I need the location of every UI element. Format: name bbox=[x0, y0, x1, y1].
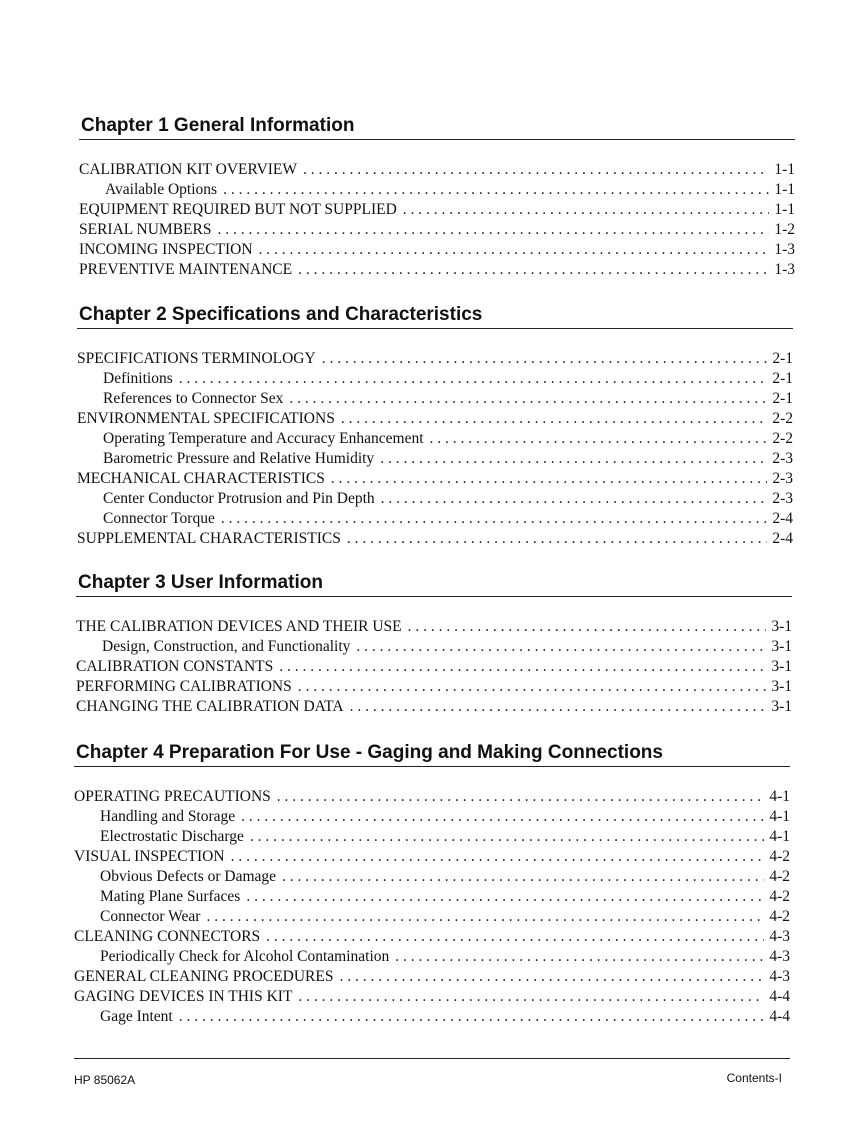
dot-leader bbox=[403, 200, 769, 220]
dot-leader bbox=[179, 1007, 764, 1027]
dot-leader bbox=[241, 807, 764, 827]
toc-entry-label: Available Options bbox=[105, 181, 218, 198]
dot-leader bbox=[381, 489, 767, 509]
toc-entry[interactable] bbox=[74, 887, 790, 907]
chapter-2-title: Chapter 2 Specifications and Characteristics bbox=[77, 302, 793, 329]
toc-entry-label: Electrostatic Discharge bbox=[100, 828, 244, 845]
toc-entry-label: Mating Plane Surfaces bbox=[100, 888, 241, 905]
toc-entry-label: Periodically Check for Alcohol Contamination bbox=[100, 948, 390, 965]
toc-entry[interactable] bbox=[77, 489, 793, 509]
toc-entry-page: 3-1 bbox=[771, 638, 792, 655]
toc-entry-label: ENVIRONMENTAL SPECIFICATIONS bbox=[77, 410, 335, 427]
toc-entry[interactable] bbox=[76, 617, 792, 637]
toc-entry-label: Gage Intent bbox=[100, 1008, 173, 1025]
toc-entry-page: 4-3 bbox=[769, 948, 790, 965]
dot-leader bbox=[231, 847, 764, 867]
dot-leader bbox=[250, 827, 764, 847]
toc-entry-page: 2-4 bbox=[772, 530, 793, 547]
dot-leader bbox=[298, 987, 764, 1007]
chapter-2-section bbox=[77, 302, 793, 549]
toc-entry[interactable] bbox=[77, 389, 793, 409]
toc-entry-page: 4-3 bbox=[769, 928, 790, 945]
toc-entry[interactable] bbox=[74, 807, 790, 827]
dot-leader bbox=[430, 429, 767, 449]
toc-entry-label: Definitions bbox=[103, 370, 173, 387]
toc-entry-label: EQUIPMENT REQUIRED BUT NOT SUPPLIED bbox=[79, 201, 397, 218]
dot-leader bbox=[341, 409, 767, 429]
toc-entry-page: 4-4 bbox=[769, 988, 790, 1005]
chapter-1-entries bbox=[79, 160, 795, 280]
toc-entry-label: CLEANING CONNECTORS bbox=[74, 928, 261, 945]
dot-leader bbox=[322, 349, 767, 369]
toc-entry-page: 2-1 bbox=[772, 370, 793, 387]
toc-entry-label: Connector Torque bbox=[103, 510, 215, 527]
dot-leader bbox=[266, 927, 764, 947]
toc-entry[interactable] bbox=[79, 240, 795, 260]
toc-entry[interactable] bbox=[74, 847, 790, 867]
toc-entry-page: 4-1 bbox=[769, 828, 790, 845]
chapter-2-entries bbox=[77, 349, 793, 549]
toc-entry[interactable] bbox=[74, 907, 790, 927]
dot-leader bbox=[350, 697, 766, 717]
toc-entry-label: PREVENTIVE MAINTENANCE bbox=[79, 261, 293, 278]
toc-entry-label: Connector Wear bbox=[100, 908, 201, 925]
toc-entry-page: 4-1 bbox=[769, 788, 790, 805]
toc-entry[interactable] bbox=[77, 449, 793, 469]
toc-entry[interactable] bbox=[74, 987, 790, 1007]
toc-entry-label: MECHANICAL CHARACTERISTICS bbox=[77, 470, 325, 487]
chapter-3-section bbox=[76, 570, 792, 717]
toc-entry[interactable] bbox=[76, 657, 792, 677]
dot-leader bbox=[179, 369, 767, 389]
dot-leader bbox=[282, 867, 764, 887]
toc-entry[interactable] bbox=[76, 637, 792, 657]
toc-entry-label: VISUAL INSPECTION bbox=[74, 848, 225, 865]
toc-entry-label: Barometric Pressure and Relative Humidity bbox=[103, 450, 375, 467]
dot-leader bbox=[206, 907, 764, 927]
dot-leader bbox=[395, 947, 764, 967]
toc-entry-page: 4-2 bbox=[769, 868, 790, 885]
toc-entry[interactable] bbox=[79, 180, 795, 200]
chapter-4-entries bbox=[74, 787, 790, 1027]
chapter-3-title: Chapter 3 User Information bbox=[76, 570, 792, 597]
toc-entry[interactable] bbox=[77, 409, 793, 429]
toc-entry-page: 1-1 bbox=[774, 181, 795, 198]
toc-entry[interactable] bbox=[79, 260, 795, 280]
toc-entry-page: 1-2 bbox=[774, 221, 795, 238]
toc-entry-label: GENERAL CLEANING PROCEDURES bbox=[74, 968, 334, 985]
toc-entry-page: 4-2 bbox=[769, 908, 790, 925]
dot-leader bbox=[279, 657, 766, 677]
toc-entry-page: 4-3 bbox=[769, 968, 790, 985]
dot-leader bbox=[356, 637, 766, 657]
page-footer bbox=[74, 1058, 790, 1087]
toc-entry-label: Handling and Storage bbox=[100, 808, 236, 825]
toc-entry[interactable] bbox=[79, 220, 795, 240]
toc-entry-page: 3-1 bbox=[771, 678, 792, 695]
footer-page-number: Contents-I bbox=[726, 1071, 782, 1085]
toc-entry-label: THE CALIBRATION DEVICES AND THEIR USE bbox=[76, 618, 402, 635]
toc-entry[interactable] bbox=[74, 787, 790, 807]
chapter-3-entries bbox=[76, 617, 792, 717]
dot-leader bbox=[408, 617, 766, 637]
toc-entry-page: 2-1 bbox=[772, 350, 793, 367]
toc-entry[interactable] bbox=[74, 1007, 790, 1027]
toc-entry[interactable] bbox=[77, 429, 793, 449]
toc-entry[interactable] bbox=[74, 867, 790, 887]
dot-leader bbox=[380, 449, 767, 469]
chapter-4-title: Chapter 4 Preparation For Use - Gaging and Making Connections bbox=[74, 740, 790, 767]
dot-leader bbox=[298, 677, 766, 697]
toc-entry-page: 1-3 bbox=[774, 241, 795, 258]
toc-entry-page: 3-1 bbox=[771, 658, 792, 675]
toc-entry-page: 2-4 bbox=[772, 510, 793, 527]
dot-leader bbox=[347, 529, 767, 549]
dot-leader bbox=[277, 787, 764, 807]
toc-entry-page: 4-2 bbox=[769, 888, 790, 905]
dot-leader bbox=[339, 967, 764, 987]
toc-entry-page: 2-2 bbox=[772, 410, 793, 427]
toc-entry[interactable] bbox=[74, 827, 790, 847]
toc-entry[interactable] bbox=[77, 509, 793, 529]
toc-entry-page: 2-2 bbox=[772, 430, 793, 447]
toc-entry[interactable] bbox=[77, 369, 793, 389]
toc-entry-page: 1-3 bbox=[774, 261, 795, 278]
toc-entry-label: Operating Temperature and Accuracy Enhancement bbox=[103, 430, 424, 447]
toc-entry-page: 4-2 bbox=[769, 848, 790, 865]
toc-entry[interactable] bbox=[74, 967, 790, 987]
toc-entry[interactable] bbox=[79, 160, 795, 180]
toc-entry-label: CALIBRATION KIT OVERVIEW bbox=[79, 161, 298, 178]
toc-entry-label: SERIAL NUMBERS bbox=[79, 221, 212, 238]
toc-entry-page: 1-1 bbox=[774, 161, 795, 178]
toc-entry[interactable] bbox=[77, 529, 793, 549]
chapter-1-title: Chapter 1 General Information bbox=[79, 113, 795, 140]
toc-entry-label: GAGING DEVICES IN THIS KIT bbox=[74, 988, 293, 1005]
dot-leader bbox=[298, 260, 769, 280]
toc-entry-page: 2-3 bbox=[772, 490, 793, 507]
dot-leader bbox=[289, 389, 767, 409]
toc-entry-page: 4-1 bbox=[769, 808, 790, 825]
toc-entry[interactable] bbox=[77, 349, 793, 369]
toc-entry-page: 1-1 bbox=[774, 201, 795, 218]
dot-leader bbox=[217, 220, 769, 240]
toc-entry[interactable] bbox=[74, 927, 790, 947]
dot-leader bbox=[259, 240, 769, 260]
toc-entry-label: INCOMING INSPECTION bbox=[79, 241, 253, 258]
toc-entry-page: 4-4 bbox=[769, 1008, 790, 1025]
footer-model-number: HP 85062A bbox=[74, 1073, 136, 1087]
dot-leader bbox=[331, 469, 767, 489]
dot-leader bbox=[223, 180, 769, 200]
dot-leader bbox=[221, 509, 767, 529]
toc-entry[interactable] bbox=[76, 677, 792, 697]
toc-entry-label: SUPPLEMENTAL CHARACTERISTICS bbox=[77, 530, 341, 547]
toc-entry-page: 2-3 bbox=[772, 470, 793, 487]
toc-entry-label: Design, Construction, and Functionality bbox=[102, 638, 351, 655]
toc-entry-label: OPERATING PRECAUTIONS bbox=[74, 788, 271, 805]
toc-entry-label: SPECIFICATIONS TERMINOLOGY bbox=[77, 350, 316, 367]
toc-entry[interactable] bbox=[74, 947, 790, 967]
toc-entry-label: Obvious Defects or Damage bbox=[100, 868, 277, 885]
toc-entry[interactable] bbox=[76, 697, 792, 717]
toc-entry-label: PERFORMING CALIBRATIONS bbox=[76, 678, 292, 695]
toc-entry-page: 2-1 bbox=[772, 390, 793, 407]
toc-entry-label: CHANGING THE CALIBRATION DATA bbox=[76, 698, 344, 715]
toc-entry-label: Center Conductor Protrusion and Pin Depth bbox=[103, 490, 375, 507]
toc-entry-page: 3-1 bbox=[771, 698, 792, 715]
toc-entry-label: CALIBRATION CONSTANTS bbox=[76, 658, 274, 675]
toc-entry[interactable] bbox=[77, 469, 793, 489]
dot-leader bbox=[246, 887, 764, 907]
toc-entry-page: 2-3 bbox=[772, 450, 793, 467]
chapter-1-section bbox=[79, 113, 795, 280]
dot-leader bbox=[303, 160, 769, 180]
toc-entry[interactable] bbox=[79, 200, 795, 220]
toc-entry-page: 3-1 bbox=[771, 618, 792, 635]
toc-entry-label: References to Connector Sex bbox=[103, 390, 284, 407]
chapter-4-section bbox=[74, 740, 790, 1027]
